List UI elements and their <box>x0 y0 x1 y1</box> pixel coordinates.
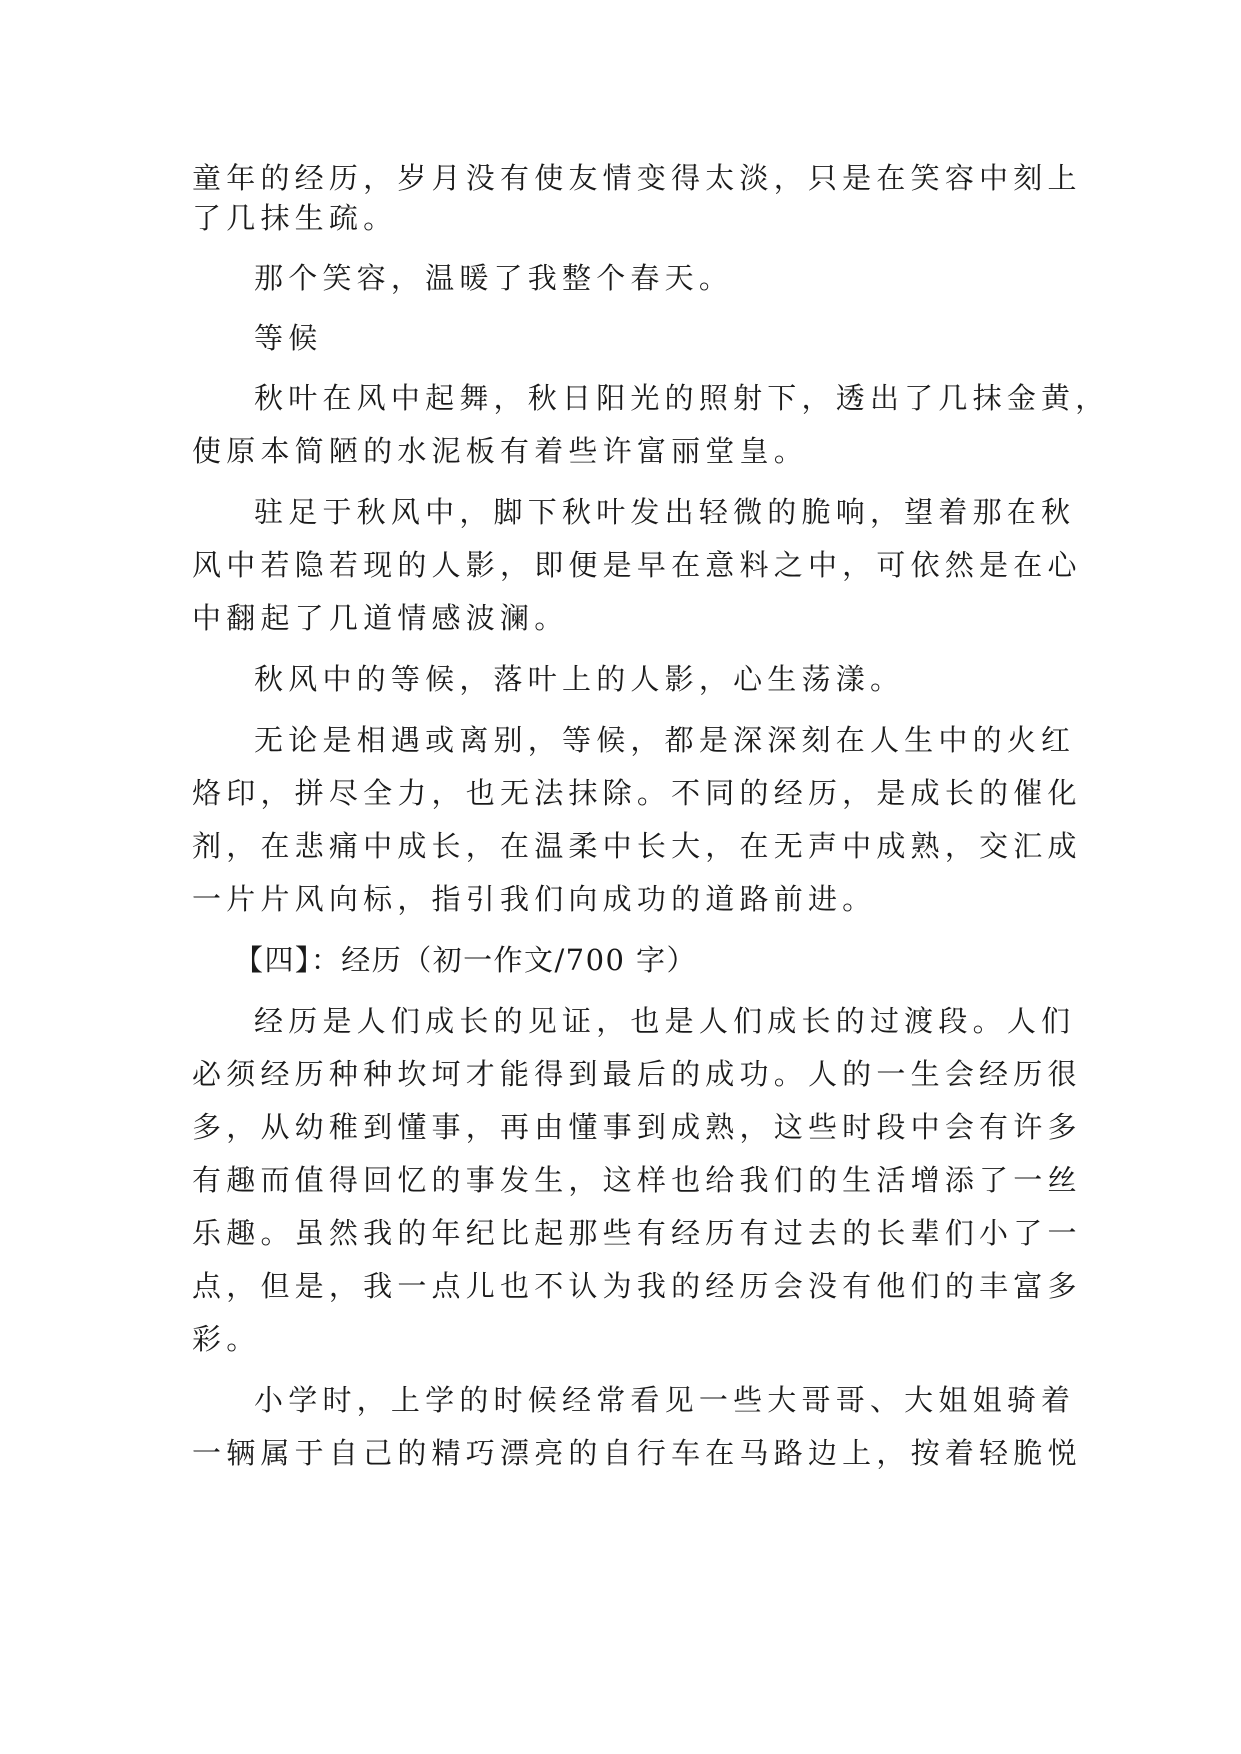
text-line: 彩。 <box>192 1322 261 1356</box>
text-line: 中翻起了几道情感波澜。 <box>192 601 569 635</box>
text-line: 一片片风向标，指引我们向成功的道路前进。 <box>192 882 877 916</box>
text-line: 乐趣。虽然我的年纪比起那些有经历有过去的长辈们小了一 <box>192 1216 1082 1250</box>
text-line: 有趣而值得回忆的事发生，这样也给我们的生活增添了一丝 <box>192 1163 1082 1197</box>
section-title: 等候 <box>254 321 323 355</box>
text-line: 使原本简陋的水泥板有着些许富丽堂皇。 <box>192 434 808 468</box>
text-line: 必须经历种种坎坷才能得到最后的成功。人的一生会经历很 <box>192 1057 1082 1091</box>
text-line: 无论是相遇或离别，等候，都是深深刻在人生中的火红 <box>254 723 1076 757</box>
text-line: 小学时，上学的时候经常看见一些大哥哥、大姐姐骑着 <box>254 1383 1076 1417</box>
text-line: 剂，在悲痛中成长，在温柔中长大，在无声中成熟，交汇成 <box>192 829 1082 863</box>
text-line: 多，从幼稚到懂事，再由懂事到成熟，这些时段中会有许多 <box>192 1110 1082 1144</box>
text-line: 秋叶在风中起舞，秋日阳光的照射下，透出了几抹金黄， <box>254 381 1110 415</box>
text-line: 秋风中的等候，落叶上的人影，心生荡漾。 <box>254 662 905 696</box>
text-line: 那个笑容，温暖了我整个春天。 <box>254 261 734 295</box>
essay-heading: 【四】：经历（初一作文/700 字） <box>234 943 697 977</box>
text-line: 一辆属于自己的精巧漂亮的自行车在马路边上，按着轻脆悦 <box>192 1436 1082 1470</box>
text-line: 了几抹生疏。 <box>192 201 398 235</box>
text-line: 童年的经历，岁月没有使友情变得太淡，只是在笑容中刻上 <box>192 161 1082 195</box>
text-line: 经历是人们成长的见证，也是人们成长的过渡段。人们 <box>254 1004 1076 1038</box>
text-line: 风中若隐若现的人影，即便是早在意料之中，可依然是在心 <box>192 548 1082 582</box>
document-page <box>192 158 1110 1473</box>
text-line: 烙印，拼尽全力，也无法抹除。不同的经历，是成长的催化 <box>192 776 1082 810</box>
text-line: 驻足于秋风中，脚下秋叶发出轻微的脆响，望着那在秋 <box>254 495 1076 529</box>
text-line: 点，但是，我一点儿也不认为我的经历会没有他们的丰富多 <box>192 1269 1082 1303</box>
